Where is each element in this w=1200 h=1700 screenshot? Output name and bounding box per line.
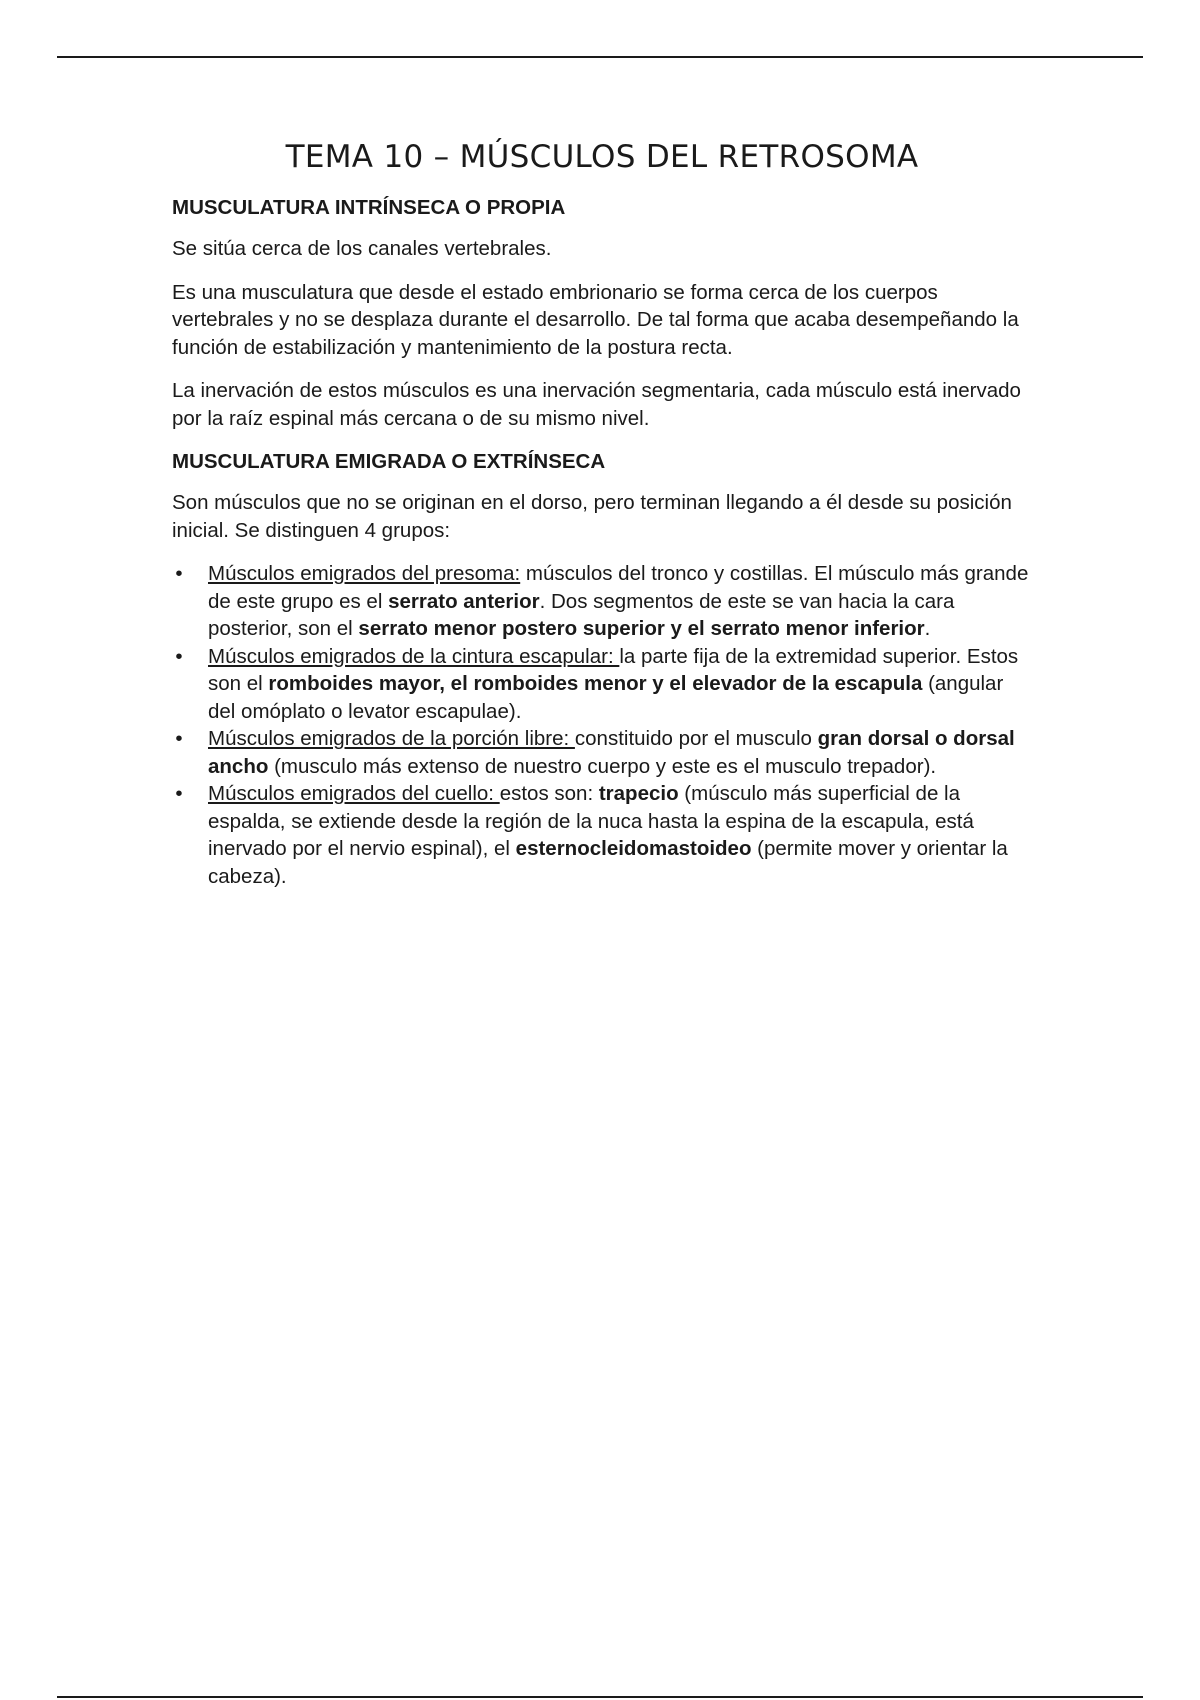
item-text: constituido por el musculo bbox=[574, 727, 818, 750]
bullet-icon: • bbox=[175, 644, 183, 668]
item-text: (musculo más extenso de nuestro cuerpo y este es el musculo trepador). bbox=[268, 754, 937, 778]
item-lead: Músculos emigrados del presoma: bbox=[208, 562, 521, 585]
section-heading-intrinsic: MUSCULATURA INTRÍNSECA O PROPIA bbox=[172, 196, 566, 219]
item-text: la parte fija de la extremidad superior. Estos son el bbox=[208, 644, 1019, 695]
item-bold-term: gran dorsal o dorsal ancho bbox=[208, 727, 1015, 778]
item-text: . Dos segmentos de este se van hacia la cara posterior, son el bbox=[208, 589, 955, 640]
document-body bbox=[172, 138, 1032, 890]
item-bold-term: serrato menor postero superior y el serrato menor inferior bbox=[358, 617, 925, 640]
item-bold-term: romboides mayor, el romboides menor y el elevador de la escapula bbox=[268, 672, 923, 695]
bullet-icon: • bbox=[175, 782, 183, 805]
item-lead: Músculos emigrados de la porción libre: bbox=[208, 727, 575, 750]
section-heading-extrinsic: MUSCULATURA EMIGRADA O EXTRÍNSECA bbox=[172, 450, 606, 473]
muscle-groups-list bbox=[172, 560, 1032, 890]
bullet-icon: • bbox=[175, 562, 183, 585]
item-text: (angular del omóplato o levator escapulae). bbox=[208, 672, 1004, 723]
header-rule bbox=[57, 56, 1143, 58]
item-text: . bbox=[924, 617, 931, 640]
bullet-icon: • bbox=[175, 727, 183, 750]
item-bold-term: trapecio bbox=[598, 782, 679, 805]
paragraph: Es una musculatura que desde el estado embrionario se forma cerca de los cuerpos vertebrales y no se desplaza durante el desarrollo. De tal forma que acaba desempeñando la función de estabilización y mantenimiento de la postura recta. bbox=[172, 280, 1019, 359]
page-title: TEMA 10 – MÚSCULOS DEL RETROSOMA bbox=[285, 139, 919, 175]
item-lead: Músculos emigrados de la cintura escapular: bbox=[208, 644, 620, 668]
item-bold-term: serrato anterior bbox=[388, 589, 540, 613]
list-item-presoma bbox=[172, 560, 1032, 643]
item-text: músculos del tronco y costillas. El músculo más grande de este grupo es el bbox=[208, 562, 1029, 613]
list-item-cuello bbox=[172, 780, 1032, 890]
item-text: estos son: bbox=[499, 782, 599, 805]
paragraph: La inervación de estos músculos es una inervación segmentaria, cada músculo está inervado por la raíz espinal más cercana o de su mismo nivel. bbox=[172, 379, 1021, 430]
item-text: (permite mover y orientar la cabeza). bbox=[208, 837, 1008, 888]
item-lead: Músculos emigrados del cuello: bbox=[208, 782, 500, 805]
item-text: (músculo más superficial de la espalda, se extiende desde la región de la nuca hasta la espina de la escapula, está inervado por el nervio espinal), el bbox=[208, 782, 974, 860]
item-bold-term: esternocleidomastoideo bbox=[515, 837, 752, 860]
list-item-cintura-escapular bbox=[172, 643, 1032, 726]
paragraph: Son músculos que no se originan en el dorso, pero terminan llegando a él desde su posición inicial. Se distinguen 4 grupos: bbox=[172, 491, 1012, 542]
list-item-porcion-libre bbox=[172, 725, 1032, 780]
paragraph: Se sitúa cerca de los canales vertebrales. bbox=[172, 237, 552, 260]
footer-rule bbox=[57, 1696, 1143, 1698]
